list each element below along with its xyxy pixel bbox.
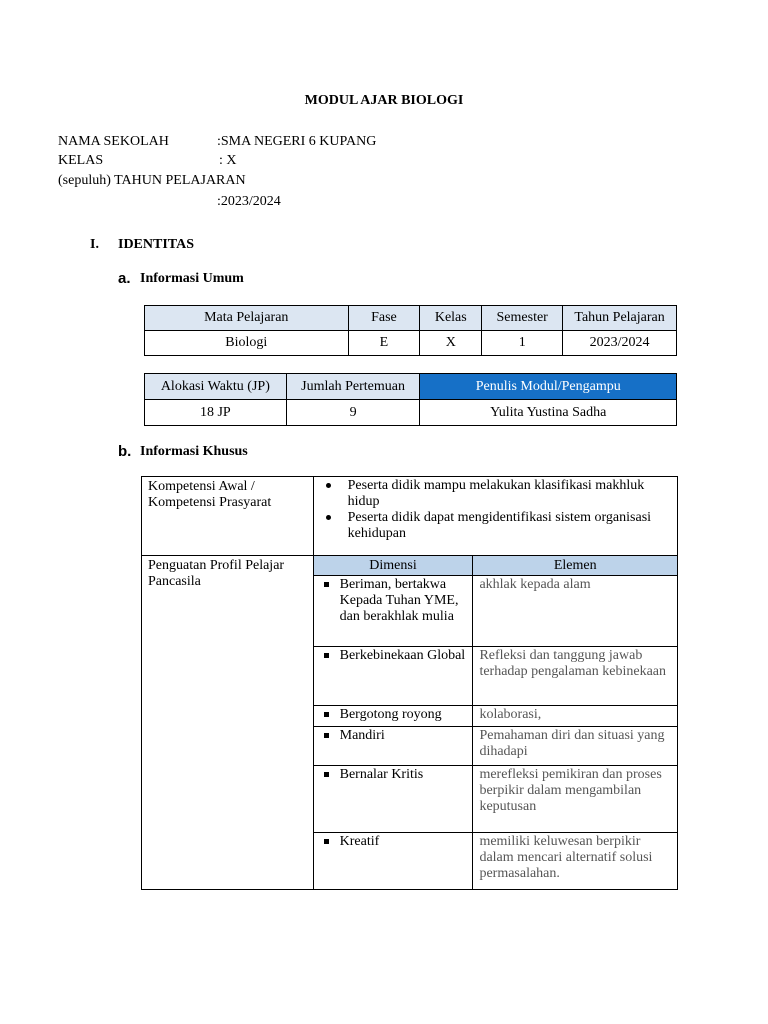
bullet-icon <box>326 483 331 488</box>
dimensi-text: Mandiri <box>339 728 385 743</box>
sub-b-letter: b. <box>118 443 132 460</box>
section-number: I. <box>90 237 99 252</box>
dimensi-text: Beriman, bertakwa Kepada Tuhan YME, dan berakhlak mulia <box>339 577 459 624</box>
table-header-row <box>145 306 677 331</box>
bullet-icon <box>324 772 329 777</box>
class-label: KELAS <box>58 153 104 168</box>
table-cell: E <box>348 331 420 356</box>
header-cell: Fase <box>348 306 420 331</box>
list-item-text: Peserta didik dapat mengidentifikasi sistem organisasi kehidupan <box>347 510 652 541</box>
general-info-table <box>144 305 677 356</box>
dimensi-text: Kreatif <box>339 834 380 849</box>
header-cell: Mata Pelajaran <box>145 306 349 331</box>
dimensi-text: Berkebinekaan Global <box>339 648 466 663</box>
dimensi-cell <box>313 576 473 647</box>
dimensi-text: Bernalar Kritis <box>339 767 424 782</box>
header-cell: Kelas <box>420 306 482 331</box>
section-title: IDENTITAS <box>118 237 194 252</box>
table-row <box>145 400 677 426</box>
kompetensi-list-cell <box>313 477 677 556</box>
bullet-icon <box>324 839 329 844</box>
bullet-icon <box>324 712 329 717</box>
table-header-row <box>145 374 677 400</box>
elemen-cell: Pemahaman diri dan situasi yang dihadapi <box>473 727 678 766</box>
year-value: :2023/2024 <box>217 194 281 209</box>
dimensi-header: Dimensi <box>313 556 473 576</box>
header-cell: Alokasi Waktu (JP) <box>145 374 287 400</box>
specific-info-table <box>141 476 678 890</box>
elemen-cell: akhlak kepada alam <box>473 576 678 647</box>
table-row <box>142 477 678 556</box>
header-cell-highlight: Penulis Modul/Pengampu <box>420 374 677 400</box>
header-cell: Tahun Pelajaran <box>563 306 677 331</box>
bullet-icon <box>324 582 329 587</box>
table-cell: 9 <box>286 400 420 426</box>
elemen-cell: merefleksi pemikiran dan proses berpikir dalam mengambilan keputusan <box>473 766 678 833</box>
table-cell: X <box>420 331 482 356</box>
year-label: (sepuluh) TAHUN PELAJARAN <box>58 173 246 188</box>
table-cell: 18 JP <box>145 400 287 426</box>
elemen-cell: Refleksi dan tanggung jawab terhadap pengalaman kebinekaan <box>473 647 678 706</box>
elemen-cell: memiliki keluwesan berpikir dalam mencari alternatif solusi permasalahan. <box>473 833 678 890</box>
profil-label: Penguatan Profil Pelajar Pancasila <box>142 556 314 890</box>
sub-a-title: Informasi Umum <box>140 271 244 286</box>
bullet-icon <box>324 733 329 738</box>
dimensi-cell <box>313 727 473 766</box>
elemen-header: Elemen <box>473 556 678 576</box>
dimensi-cell <box>313 647 473 706</box>
bullet-icon <box>326 515 331 520</box>
kompetensi-list <box>320 478 671 542</box>
dimensi-text: Bergotong royong <box>339 707 442 722</box>
bullet-icon <box>324 653 329 658</box>
table-row <box>142 556 678 576</box>
sub-b-title: Informasi Khusus <box>140 444 248 459</box>
dimensi-cell <box>313 833 473 890</box>
dimensi-cell <box>313 766 473 833</box>
allocation-table <box>144 373 677 426</box>
header-cell: Semester <box>482 306 563 331</box>
table-row <box>145 331 677 356</box>
list-item-text: Peserta didik mampu melakukan klasifikasi makhluk hidup <box>347 478 645 509</box>
dimensi-cell <box>313 706 473 727</box>
table-cell: 2023/2024 <box>563 331 677 356</box>
table-cell: Yulita Yustina Sadha <box>420 400 677 426</box>
kompetensi-label: Kompetensi Awal / Kompetensi Prasyarat <box>142 477 314 556</box>
class-value: : X <box>219 153 237 168</box>
list-item <box>348 478 671 510</box>
school-label: NAMA SEKOLAH <box>58 134 169 149</box>
elemen-cell: kolaborasi, <box>473 706 678 727</box>
school-value: :SMA NEGERI 6 KUPANG <box>217 134 377 149</box>
sub-a-letter: a. <box>118 270 131 287</box>
list-item <box>348 510 671 542</box>
table-cell: Biologi <box>145 331 349 356</box>
header-cell: Jumlah Pertemuan <box>286 374 420 400</box>
table-cell: 1 <box>482 331 563 356</box>
document-title: MODUL AJAR BIOLOGI <box>304 93 464 108</box>
